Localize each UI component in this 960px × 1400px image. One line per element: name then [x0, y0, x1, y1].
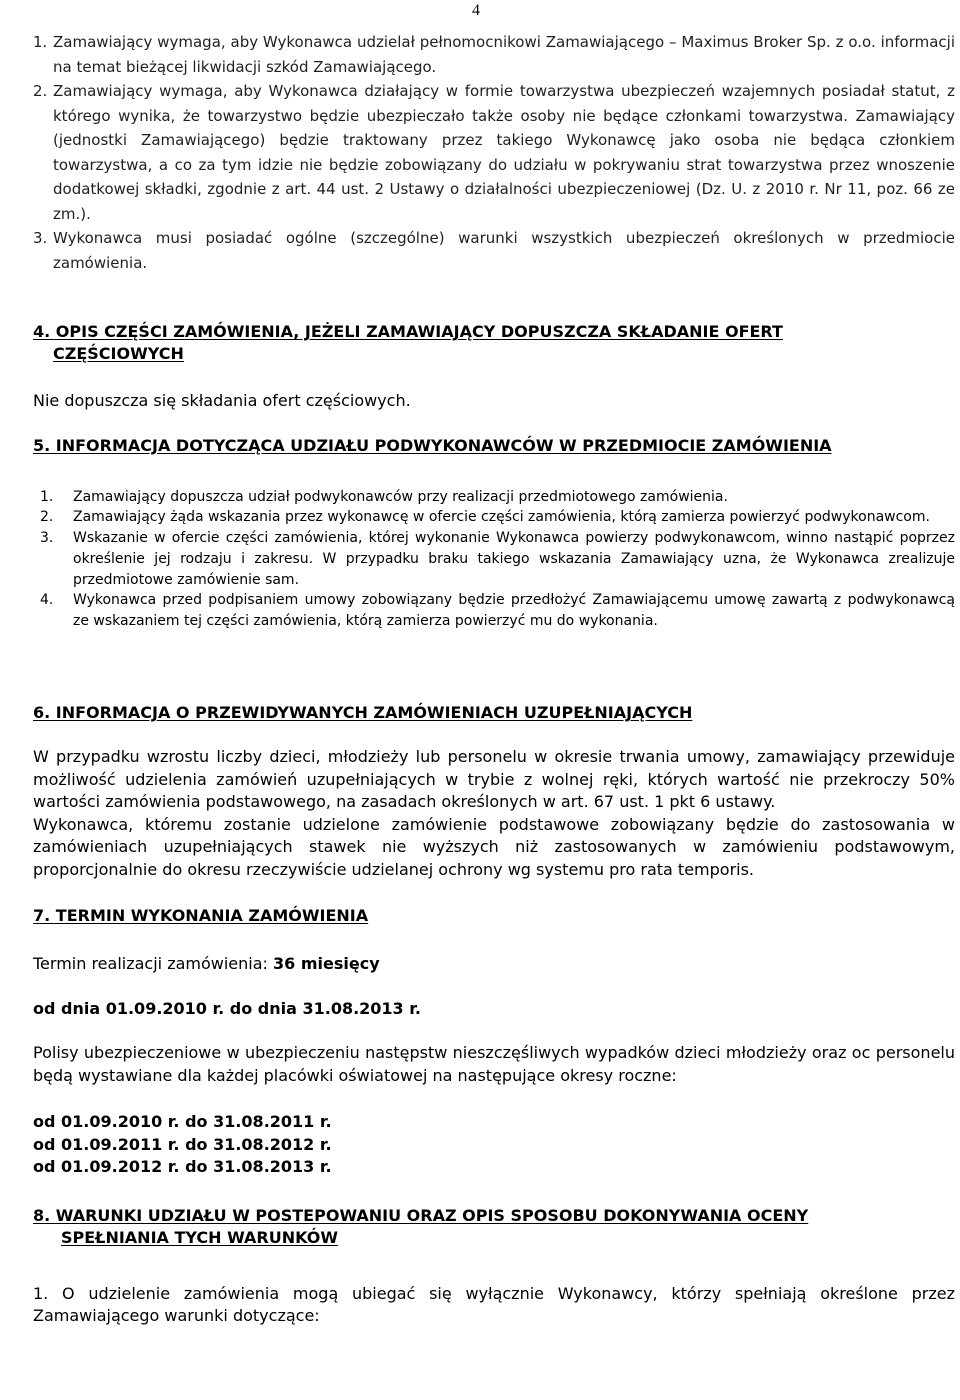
heading-line: 4. OPIS CZĘŚCI ZAMÓWIENIA, JEŻELI ZAMAWIAJĄCY DOPUSZCZA SKŁADANIE OFERT	[33, 322, 783, 341]
list-item	[33, 507, 955, 528]
list-text: Wskazanie w ofercie części zamówienia, której wykonanie Wykonawca powierzy podwykonawcom, winno nastąpić poprzez określenie jej rodzaju i zakresu. W przypadku braku takiego wskazania Zamawiający uzna, że Wykonawca zrealizuje przedmiotowe zamówienie sam.	[73, 530, 955, 588]
date-range: od dnia 01.09.2010 r. do dnia 31.08.2013 r.	[33, 998, 421, 1018]
section-4-text: Nie dopuszcza się składania ofert częściowych.	[33, 391, 411, 410]
list-text: Zamawiający wymaga, aby Wykonawca udzielał pełnomocnikowi Zamawiającego – Maximus Broker Sp. z o.o. informacji na temat bieżącej likwidacji szkód Zamawiającego.	[53, 33, 955, 76]
section-8-item: 1. O udzielenie zamówienia mogą ubiegać się wyłącznie Wykonawcy, którzy spełniają określone przez Zamawiającego warunki dotyczące:	[33, 1283, 955, 1326]
list-number: 1.	[33, 33, 48, 51]
list-number: 2.	[40, 509, 54, 526]
list-number: 3.	[33, 229, 48, 247]
section-8-heading	[33, 1205, 955, 1249]
list-text: Zamawiający żąda wskazania przez wykonawcę w ofercie części zamówienia, którą zamierza powierzyć podwykonawcom.	[73, 509, 930, 526]
list-item	[33, 79, 955, 226]
policy-text: Polisy ubezpieczeniowe w ubezpieczeniu następstw nieszczęśliwych wypadków dzieci młodzieży oraz oc personelu będą wystawiane dla każdej placówki oświatowej na następujące okresy roczne:	[33, 1043, 955, 1085]
heading-line: 8. WARUNKI UDZIAŁU W POSTEPOWANIU ORAZ OPIS SPOSOBU DOKONYWANIA OCENY	[33, 1205, 809, 1225]
list-number: 3.	[40, 530, 54, 547]
term-label: Termin realizacji zamówienia:	[33, 954, 274, 974]
list-text: Zamawiający wymaga, aby Wykonawca działający w formie towarzystwa ubezpieczeń wzajemnych posiadał statut, z którego wynika, że towarzystwo będzie ubezpieczało także osoby nie będące członkami towarzystwa. Zamawiający (jednostki Zamawiającego) będzie traktowany przez takiego Wykonawcę jako osoba nie będąca członkiem towarzystwa, a co za tym idzie nie będzie zobowiązany do udziału w pokrywaniu strat towarzystwa przez wnoszenie dodatkowej składki, zgodnie z art. 44 ust. 2 Ustawy o działalności ubezpieczeniowej (Dz. U. z 2010 r. Nr 11, poz. 66 ze zm.).	[53, 82, 955, 223]
list-item	[33, 487, 955, 508]
intro-list	[33, 30, 955, 275]
list-text: Zamawiający dopuszcza udział podwykonawców przy realizacji przedmiotowego zamówienia.	[73, 488, 728, 505]
list-text: Wykonawca musi posiadać ogólne (szczególne) warunki wszystkich ubezpieczeń określonych w przedmiocie zamówienia.	[53, 229, 955, 272]
list-text: Wykonawca przed podpisaniem umowy zobowiązany będzie przedłożyć Zamawiającemu umowę zawartą z podwykonawcą ze wskazaniem tej części zamówienia, którą zamierza powierzyć mu do wykonania.	[73, 592, 955, 630]
section-5-heading: 5. INFORMACJA DOTYCZĄCA UDZIAŁU PODWYKONAWCÓW W PRZEDMIOCIE ZAMÓWIENIA	[33, 435, 832, 455]
period-item: od 01.09.2011 r. do 31.08.2012 r.	[33, 1134, 332, 1154]
period-item: od 01.09.2010 r. do 31.08.2011 r.	[33, 1112, 332, 1132]
list-item	[33, 226, 955, 275]
period-list	[33, 1111, 955, 1179]
period-item: od 01.09.2012 r. do 31.08.2013 r.	[33, 1157, 332, 1177]
heading-line: CZĘŚCIOWYCH	[53, 344, 184, 363]
list-item	[33, 528, 955, 590]
list-number: 2.	[33, 82, 48, 100]
page-number: 4	[472, 2, 480, 19]
section-7-heading: 7. TERMIN WYKONANIA ZAMÓWIENIA	[33, 906, 369, 926]
list-item	[33, 30, 955, 79]
heading-line: SPEŁNIANIA TYCH WARUNKÓW	[61, 1227, 339, 1247]
list-number: 4.	[40, 592, 54, 609]
list-item	[33, 590, 955, 632]
section-6-paragraph: Wykonawca, któremu zostanie udzielone zamówienie podstawowe zobowiązany będzie do zastosowania w zamówieniach uzupełniających stawek nie wyższych niż zastosowanych w zamówieniu podstawowym, proporcjonalnie do okresu rzeczywiście udzielanej ochrony wg systemu pro rata temporis.	[33, 814, 955, 879]
section-6-heading: 6. INFORMACJA O PRZEWIDYWANYCH ZAMÓWIENIACH UZUPEŁNIAJĄCYCH	[33, 703, 693, 723]
section-6-paragraph: W przypadku wzrostu liczby dzieci, młodzieży lub personelu w okresie trwania umowy, zamawiający przewiduje możliwość udzielenia zamówień uzupełniających w trybie z wolnej ręki, których wartość nie przekroczy 50% wartości zamówienia podstawowego, na zasadach określonych w art. 67 ust. 1 pkt 6 ustawy.	[33, 747, 955, 812]
term-value: 36 miesięcy	[273, 954, 380, 974]
list-number: 1.	[40, 488, 54, 505]
section-4-heading	[33, 321, 955, 365]
section-5-list	[33, 487, 955, 633]
term-line	[33, 953, 955, 976]
document-body	[33, 30, 955, 1328]
